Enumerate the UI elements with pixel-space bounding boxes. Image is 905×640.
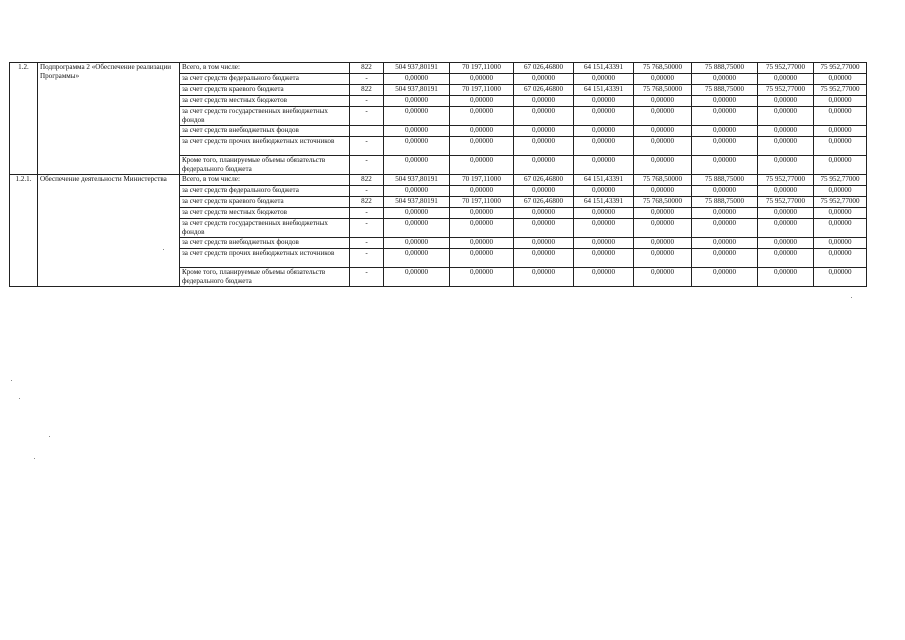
amount-cell: 0,00000 — [634, 137, 692, 156]
amount-cell: 0,00000 — [514, 249, 574, 268]
amount-cell: 0,00000 — [514, 186, 574, 197]
amount-cell: 0,00000 — [384, 208, 450, 219]
amount-cell: 504 937,80191 — [384, 63, 450, 74]
amount-cell: 0,00000 — [514, 208, 574, 219]
amount-cell: 0,00000 — [450, 208, 514, 219]
amount-cell: 0,00000 — [758, 96, 814, 107]
amount-cell: 0,00000 — [514, 74, 574, 85]
amount-cell: 0,00000 — [450, 249, 514, 268]
amount-cell: 0,00000 — [692, 219, 758, 238]
amount-cell: 504 937,80191 — [384, 197, 450, 208]
amount-cell: 0,00000 — [514, 219, 574, 238]
amount-cell: 0,00000 — [814, 107, 867, 126]
funding-source: за счет средств краевого бюджета — [180, 85, 350, 96]
amount-cell: 0,00000 — [574, 249, 634, 268]
amount-cell: 0,00000 — [384, 137, 450, 156]
amount-cell: 0,00000 — [814, 156, 867, 175]
amount-cell: 0,00000 — [814, 238, 867, 249]
amount-cell: 67 026,46800 — [514, 63, 574, 74]
scan-speck — [49, 436, 50, 437]
item-number: 1.2.1. — [10, 175, 38, 287]
amount-cell: 0,00000 — [814, 126, 867, 137]
amount-cell: 75 768,50000 — [634, 63, 692, 74]
amount-cell: 67 026,46800 — [514, 175, 574, 186]
program-name: Обеспечение деятельности Министерства — [38, 175, 180, 287]
amount-cell: 0,00000 — [384, 74, 450, 85]
amount-cell: 0,00000 — [384, 219, 450, 238]
amount-cell: 75 952,77000 — [758, 85, 814, 96]
amount-cell: 0,00000 — [814, 137, 867, 156]
funding-source: Всего, в том числе: — [180, 175, 350, 186]
amount-cell: 75 952,77000 — [814, 197, 867, 208]
amount-cell: 0,00000 — [450, 96, 514, 107]
amount-cell: 70 197,11000 — [450, 175, 514, 186]
amount-cell: 0,00000 — [758, 208, 814, 219]
amount-cell: 0,00000 — [384, 268, 450, 287]
amount-cell: 0,00000 — [692, 96, 758, 107]
scan-speck — [851, 297, 852, 298]
amount-cell: 0,00000 — [634, 74, 692, 85]
amount-cell: 0,00000 — [450, 186, 514, 197]
amount-cell: 75 952,77000 — [758, 197, 814, 208]
amount-cell: 0,00000 — [758, 126, 814, 137]
amount-cell: 75 952,77000 — [814, 85, 867, 96]
amount-cell: 67 026,46800 — [514, 85, 574, 96]
amount-cell: 0,00000 — [514, 107, 574, 126]
funding-source: Кроме того, планируемые объемы обязательств федерального бюджета — [180, 156, 350, 175]
amount-cell: 0,00000 — [634, 96, 692, 107]
budget-code: 822 — [350, 175, 384, 186]
amount-cell: 0,00000 — [692, 238, 758, 249]
amount-cell: 0,00000 — [692, 126, 758, 137]
amount-cell: 0,00000 — [450, 107, 514, 126]
amount-cell: 0,00000 — [692, 268, 758, 287]
amount-cell: 0,00000 — [634, 208, 692, 219]
amount-cell: 0,00000 — [450, 219, 514, 238]
amount-cell: 75 768,50000 — [634, 197, 692, 208]
amount-cell: 75 768,50000 — [634, 85, 692, 96]
amount-cell: 0,00000 — [384, 96, 450, 107]
amount-cell: 0,00000 — [634, 238, 692, 249]
amount-cell: 0,00000 — [450, 74, 514, 85]
amount-cell: 504 937,80191 — [384, 175, 450, 186]
item-number: 1.2. — [10, 63, 38, 175]
amount-cell: 70 197,11000 — [450, 197, 514, 208]
amount-cell: 0,00000 — [384, 126, 450, 137]
amount-cell: 0,00000 — [758, 107, 814, 126]
amount-cell: 75 888,75000 — [692, 197, 758, 208]
funding-source: за счет средств внебюджетных фондов — [180, 238, 350, 249]
amount-cell: 75 952,77000 — [814, 175, 867, 186]
budget-code: - — [350, 219, 384, 238]
amount-cell: 0,00000 — [814, 249, 867, 268]
funding-source: за счет средств прочих внебюджетных источников — [180, 137, 350, 156]
amount-cell: 0,00000 — [384, 107, 450, 126]
scan-speck — [19, 398, 20, 399]
amount-cell: 0,00000 — [450, 137, 514, 156]
budget-code: - — [350, 208, 384, 219]
amount-cell: 0,00000 — [634, 249, 692, 268]
amount-cell: 0,00000 — [384, 249, 450, 268]
amount-cell: 64 151,43391 — [574, 85, 634, 96]
funding-source: за счет средств государственных внебюджетных фондов — [180, 107, 350, 126]
amount-cell: 0,00000 — [514, 126, 574, 137]
amount-cell: 0,00000 — [514, 96, 574, 107]
funding-source: за счет средств местных бюджетов — [180, 96, 350, 107]
amount-cell: 0,00000 — [758, 186, 814, 197]
amount-cell: 0,00000 — [384, 156, 450, 175]
amount-cell: 0,00000 — [634, 268, 692, 287]
budget-code: 822 — [350, 197, 384, 208]
amount-cell: 0,00000 — [574, 238, 634, 249]
amount-cell: 0,00000 — [574, 208, 634, 219]
amount-cell: 0,00000 — [514, 238, 574, 249]
amount-cell: 0,00000 — [514, 268, 574, 287]
amount-cell: 0,00000 — [574, 126, 634, 137]
amount-cell: 0,00000 — [758, 156, 814, 175]
amount-cell: 0,00000 — [814, 208, 867, 219]
budget-code: - — [350, 96, 384, 107]
amount-cell: 0,00000 — [758, 238, 814, 249]
amount-cell: 0,00000 — [574, 137, 634, 156]
amount-cell: 0,00000 — [574, 107, 634, 126]
budget-code: - — [350, 238, 384, 249]
amount-cell: 504 937,80191 — [384, 85, 450, 96]
amount-cell: 0,00000 — [514, 156, 574, 175]
funding-source: за счет средств федерального бюджета — [180, 186, 350, 197]
table-row — [10, 63, 867, 74]
amount-cell: 0,00000 — [634, 126, 692, 137]
amount-cell: 0,00000 — [450, 156, 514, 175]
amount-cell: 0,00000 — [814, 268, 867, 287]
amount-cell: 0,00000 — [758, 74, 814, 85]
amount-cell: 0,00000 — [692, 249, 758, 268]
budget-code: - — [350, 186, 384, 197]
amount-cell: 0,00000 — [514, 137, 574, 156]
funding-source: за счет средств краевого бюджета — [180, 197, 350, 208]
program-name: Подпрограмма 2 «Обеспечение реализации Программы» — [38, 63, 180, 175]
amount-cell: 0,00000 — [692, 186, 758, 197]
amount-cell: 0,00000 — [574, 186, 634, 197]
budget-code: - — [350, 156, 384, 175]
amount-cell: 0,00000 — [384, 238, 450, 249]
amount-cell: 0,00000 — [574, 219, 634, 238]
budget-table-body — [10, 63, 867, 287]
budget-code: 822 — [350, 63, 384, 74]
amount-cell: 64 151,43391 — [574, 175, 634, 186]
amount-cell: 0,00000 — [758, 249, 814, 268]
amount-cell: 0,00000 — [634, 219, 692, 238]
amount-cell: 64 151,43391 — [574, 197, 634, 208]
amount-cell: 0,00000 — [758, 219, 814, 238]
funding-source: за счет средств федерального бюджета — [180, 74, 350, 85]
amount-cell: 64 151,43391 — [574, 63, 634, 74]
amount-cell: 70 197,11000 — [450, 63, 514, 74]
budget-code: - — [350, 137, 384, 156]
amount-cell: 0,00000 — [758, 268, 814, 287]
amount-cell: 0,00000 — [574, 268, 634, 287]
amount-cell: 0,00000 — [692, 208, 758, 219]
funding-source: за счет средств государственных внебюджетных фондов — [180, 219, 350, 238]
scan-speck — [11, 380, 12, 381]
amount-cell: 75 888,75000 — [692, 85, 758, 96]
funding-source: Кроме того, планируемые объемы обязательств федерального бюджета — [180, 268, 350, 287]
amount-cell: 0,00000 — [692, 137, 758, 156]
amount-cell: 0,00000 — [814, 96, 867, 107]
budget-code — [350, 126, 384, 137]
amount-cell: 75 888,75000 — [692, 63, 758, 74]
amount-cell: 75 768,50000 — [634, 175, 692, 186]
amount-cell: 0,00000 — [634, 107, 692, 126]
amount-cell: 0,00000 — [574, 156, 634, 175]
budget-table — [9, 62, 867, 287]
amount-cell: 0,00000 — [692, 107, 758, 126]
amount-cell: 0,00000 — [634, 156, 692, 175]
table-row — [10, 175, 867, 186]
funding-source: за счет средств внебюджетных фондов — [180, 126, 350, 137]
budget-code: - — [350, 249, 384, 268]
amount-cell: 0,00000 — [574, 74, 634, 85]
amount-cell: 0,00000 — [574, 96, 634, 107]
amount-cell: 0,00000 — [814, 74, 867, 85]
amount-cell: 0,00000 — [450, 126, 514, 137]
budget-code: 822 — [350, 85, 384, 96]
amount-cell: 0,00000 — [634, 186, 692, 197]
amount-cell: 0,00000 — [758, 137, 814, 156]
budget-code: - — [350, 74, 384, 85]
budget-code: - — [350, 268, 384, 287]
budget-code: - — [350, 107, 384, 126]
amount-cell: 0,00000 — [692, 74, 758, 85]
amount-cell: 67 026,46800 — [514, 197, 574, 208]
amount-cell: 75 952,77000 — [758, 175, 814, 186]
funding-source: Всего, в том числе: — [180, 63, 350, 74]
scan-speck — [163, 249, 164, 250]
amount-cell: 75 952,77000 — [758, 63, 814, 74]
funding-source: за счет средств местных бюджетов — [180, 208, 350, 219]
amount-cell: 0,00000 — [814, 186, 867, 197]
scan-speck — [34, 458, 35, 459]
funding-source: за счет средств прочих внебюджетных источников — [180, 249, 350, 268]
amount-cell: 75 888,75000 — [692, 175, 758, 186]
amount-cell: 0,00000 — [692, 156, 758, 175]
amount-cell: 70 197,11000 — [450, 85, 514, 96]
amount-cell: 0,00000 — [384, 186, 450, 197]
amount-cell: 0,00000 — [814, 219, 867, 238]
amount-cell: 0,00000 — [450, 268, 514, 287]
amount-cell: 75 952,77000 — [814, 63, 867, 74]
amount-cell: 0,00000 — [450, 238, 514, 249]
